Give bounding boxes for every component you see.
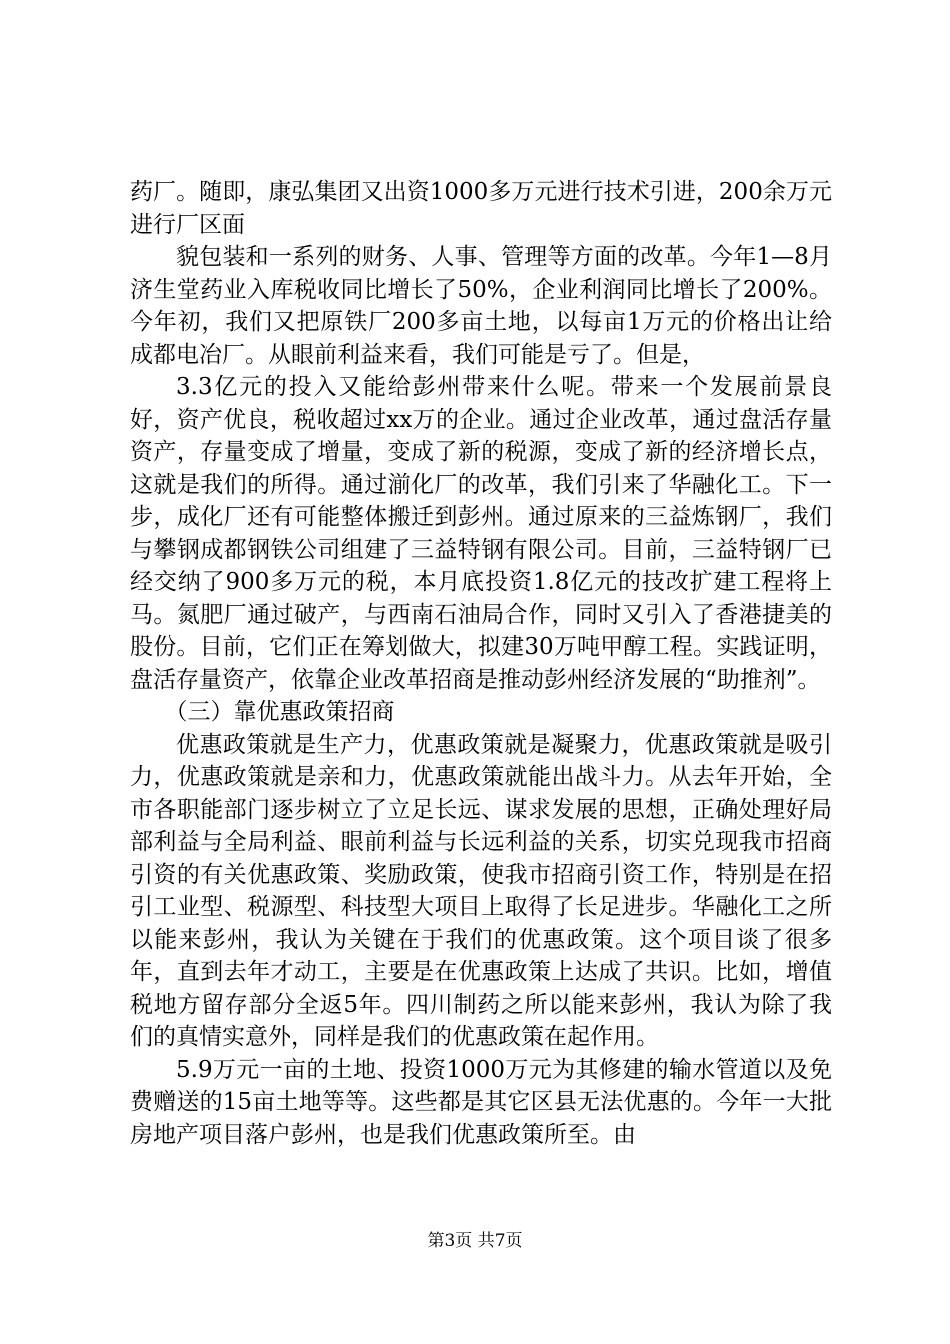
- section-heading: （三）靠优惠政策招商: [164, 699, 395, 725]
- page-footer: 第3页 共7页: [427, 1231, 523, 1251]
- paragraph-5: 5.9万元一亩的土地、投资1000万元为其修建的输水管道以及免费赠送的15亩土地等等。这些都是其它区县无法优惠的。今年一大批房地产项目落户彭州，也是我们优惠政策所至。由: [130, 1056, 832, 1148]
- paragraph-2: 貌包装和一系列的财务、人事、管理等方面的改革。今年1—8月济生堂药业入库税收同比增长了50%，企业利润同比增长了200%。今年初，我们又把原铁厂200多亩土地，以每亩1万元的价格出让给成都电冶厂。从眼前利益来看，我们可能是亏了。但是，: [130, 244, 832, 368]
- paragraph-1: 药厂。随即，康弘集团又出资1000多万元进行技术引进，200余万元进行厂区面: [130, 179, 832, 238]
- document-body: [130, 176, 832, 1151]
- paragraph-4: 优惠政策就是生产力，优惠政策就是凝聚力，优惠政策就是吸引力，优惠政策就是亲和力，优惠政策就能出战斗力。从去年开始，全市各职能部门逐步树立了立足长远、谋求发展的思想，正确处理好局部利益与全局利益、眼前利益与长远利益的关系，切实兑现我市招商引资的有关优惠政策、奖励政策，使我市招商引资工作，特别是在招引工业型、税源型、科技型大项目上取得了长足进步。华融化工之所以能来彭州，我认为关键在于我们的优惠政策。这个项目谈了很多年，直到去年才动工，主要是在优惠政策上达成了共识。比如，增值税地方留存部分全返5年。四川制药之所以能来彭州，我认为除了我们的真情实意外，同样是我们的优惠政策在起作用。: [130, 731, 832, 1050]
- paragraph-3: 3.3亿元的投入又能给彭州带来什么呢。带来一个发展前景良好，资产优良，税收超过xx万的企业。通过企业改革，通过盘活存量资产，存量变成了增量，变成了新的税源，变成了新的经济增长点，这就是我们的所得。通过湔化厂的改革，我们引来了华融化工。下一步，成化厂还有可能整体搬迁到彭州。通过原来的三益炼钢厂，我们与攀钢成都钢铁公司组建了三益特钢有限公司。目前，三益特钢厂已经交纳了900多万元的税，本月底投资1.8亿元的技改扩建工程将上马。氮肥厂通过破产，与西南石油局合作，同时又引入了香港捷美的股份。目前，它们正在筹划做大，拟建30万吨甲醇工程。实践证明，盘活存量资产，依靠企业改革招商是推动彭州经济发展的“助推剂”。: [130, 374, 832, 693]
